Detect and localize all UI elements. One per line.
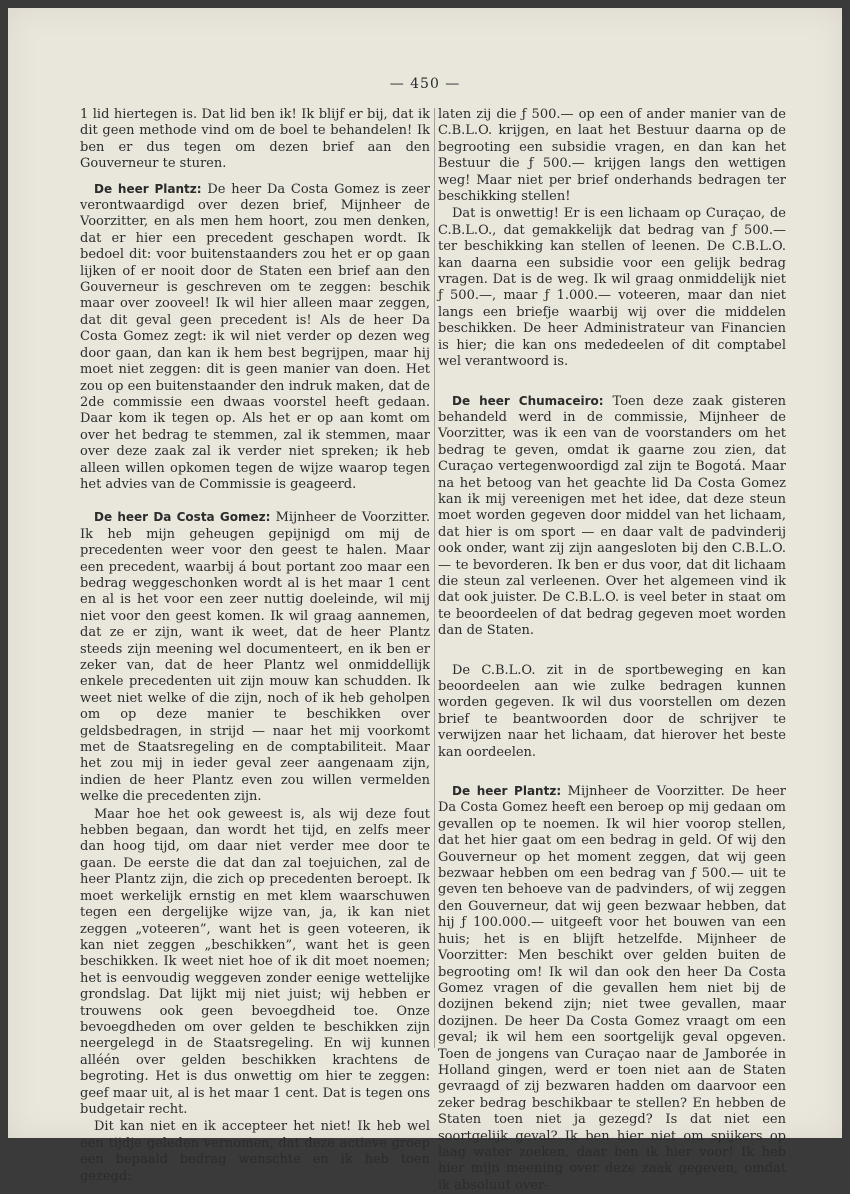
paragraph (438, 393, 786, 640)
paragraph-text: Dit kan niet en ik accepteer het niet! Ik heb wel een tijdje geleden vernomen, dat deze actieve groep een bepaald bedrag wenschte en ik heb toen gezegd: (80, 1119, 430, 1184)
paragraph-text: Toen deze zaak gisteren behandeld werd in de commissie, Mijnheer de Voorzitter, was ik een van de voorstanders om het bedrag te geven, omdat ik gaarne zou zien, dat Curaçao vertegenwoordigd zal zijn te Bogotá. Maar na het betoog van het geachte lid Da Costa Gomez kan ik mij vereenigen met het idee, dat deze steun moet worden gegeven door middel van het lichaam, dat hier is om sport — en daar valt de padvinderij ook onder, want zij zijn aangesloten bij den C.B.L.O. — te bevorderen. Ik ben er dus voor, dat dit lichaam die steun zal verleenen. Over het algemeen vind ik dat ook juister. De C.B.L.O. is veel beter in staat om te beoordeelen of dat bedrag gegeven moet worden dan de Staten. (438, 393, 787, 639)
paragraph (438, 205, 786, 370)
paragraph (80, 509, 430, 805)
paragraph-text: Maar hoe het ook geweest is, als wij deze fout hebben begaan, dan wordt het tijd, en zelfs meer dan hoog tijd, om daar niet verder mee door te gaan. De eerste die dat dan zal toejuichen, zal de heer Plantz zijn, die zich op precedenten beroept. Ik moet werkelijk ernstig en met klem waarschuwen tegen een dergelijke wijze van, ja, ik kan niet zeggen „voteeren”, want het is geen voteeren, ik kan niet zeggen „beschikken”, want het is geen beschikken. Ik weet niet hoe of ik dit moet noemen; het is eenvoudig weggeven zonder eenige wettelijke grondslag. Dat lijkt mij niet juist; wij hebben er trouwens ook geen bevoegdheid toe. Onze bevoegdheden om over gelden te beschikken zijn neergelegd in de Staatsregeling. En wij kunnen alléén over gelden beschikken krachtens de begroting. Het is dus onwettig om hier te zeggen: geef maar uit, al is het maar 1 cent. Dat is tegen ons budgetair recht. (80, 806, 430, 1117)
paragraph (80, 1118, 430, 1185)
paragraph (438, 662, 786, 761)
paragraph-text: 1 lid hiertegen is. Dat lid ben ik! Ik blijf er bij, dat ik dit geen methode vind om de boel te behandelen! Ik ben er dus tegen om dezen brief aan den Gouverneur te sturen. (80, 107, 430, 172)
paragraph (438, 106, 786, 205)
paragraph-text: Mijnheer de Voorzitter. Ik heb mijn geheugen gepijnigd om mij de precedenten weer voor den geest te halen. Maar een precedent, waarbij á bout portant zoo maar een bedrag weggeschonken wordt al is het maar 1 cent en al is het voor een zeer nuttig doeleinde, wil mij niet voor den geest komen. Ik wil graag aannemen, dat ze er zijn, want ik weet, dat de heer Plantz steeds zijn meening wel documenteert, en ik ben er zeker van, dat de heer Plantz wel onmiddellijk enkele precedenten uit zijn mouw kan schudden. Ik weet niet welke of die zijn, noch of ik heb geholpen om op deze manier te beschikken over geldsbedragen, in strijd — naar het mij voorkomt met de Staatsregeling en de comptabiliteit. Maar het zou mij in ieder geval zeer aangenaam zijn, indien de heer Plantz even zou willen vermelden welke die precedenten zijn. (80, 510, 431, 805)
paragraph-text: laten zij die ƒ 500.— op een of ander manier van de C.B.L.O. krijgen, en laat het Bestuur daarna op de begrooting een subsidie vragen, en dan kan het Bestuur die ƒ 500.— krijgen langs den wettigen weg! Maar niet per brief onderhands bedragen ter beschikking stellen! (438, 107, 786, 205)
page-number: — 450 — (389, 76, 461, 92)
paragraph-text: De C.B.L.O. zit in de sportbeweging en kan beoordeelen aan wie zulke bedragen kunnen worden gegeven. Ik wil dus voorstellen om dezen brief te beantwoorden door de schrijver te verwijzen naar het lichaam, dat hierover het beste kan oordeelen. (438, 662, 786, 760)
paragraph (80, 806, 430, 1119)
left-column (80, 106, 430, 1185)
paragraph (80, 106, 430, 173)
paragraph-text: De heer Da Costa Gomez is zeer verontwaardigd over dezen brief, Mijnheer de Voorzitter, en als men hem hoort, zou men denken, dat er hier een precedent geschapen wordt. Ik bedoel dit: voor buitenstaanders zou het er op gaan lijken of er nooit door de Staten een brief aan den Gouverneur is geschreven om te zeggen: beschik maar over zooveel! Ik wil hier alleen maar zeggen, dat dit geval geen precedent is! Als de heer Da Costa Gomez zegt: ik wil niet verder op dezen weg door gaan, dan kan ik hem best begrijpen, maar hij moet niet zeggen: dit is geen manier van doen. Het zou op een buitenstaander den indruk maken, dat de 2de commissie een dwaas voorstel heeft gedaan. Daar kom ik tegen op. Als het er op aan komt om over het bedrag te stemmen, zal ik stemmen, maar over deze zaak zal ik verder niet spreken; ik heb alleen willen opkomen tegen de wijze waarop tegen het advies van de Commissie is geageerd. (80, 181, 430, 492)
speaker-name: De heer Da Costa Gomez: (94, 510, 271, 525)
paragraph (80, 181, 430, 494)
speaker-name: De heer Chumaceiro: (452, 393, 604, 408)
document-page (8, 8, 842, 1193)
paragraph (438, 783, 786, 1194)
speaker-name: De heer Plantz: (94, 181, 202, 196)
paragraph-text: Mijnheer de Voorzitter. De heer Da Costa Gomez heeft een beroep op mij gedaan om gevallen op te noemen. Ik wil hier voorop stellen, dat het hier gaat om een bedrag in geld. Of wij den Gouverneur op het moment zeggen, dat wij geen bezwaar hebben om een bedrag van ƒ 500.— uit te geven ten behoeve van de padvinders, of wij zeggen den Gouverneur, dat wij geen bezwaar hebben, dat hij ƒ 100.000.— uitgeeft voor het bouwen van een huis; het is en blijft hetzelfde. Mijnheer de Voorzitter: Men beschikt over gelden buiten de begrooting om! Ik wil dan ook den heer Da Costa Gomez vragen of die gevallen hem niet bij de dozijnen bekend zijn; niet twee gevallen, maar dozijnen. De heer Da Costa Gomez vraagt om een geval; ik wil hem een soortgelijk geval opgeven. Toen de jongens van Curaçao naar de Jamborée in Holland gingen, werd er toen niet aan de Staten gevraagd of zij bezwaren hadden om daarvoor een zeker bedrag beschikbaar te stellen? En hebben de Staten toen niet ja gezegd? Is dat niet een soortgelijk geval? Ik ben hier niet om spijkers op laag water zoeken, daar ben ik hier voor! Ik heb hier mijn meening over deze zaak gegeven, omdat ik absoluut over- (438, 784, 786, 1193)
right-column (438, 106, 786, 1194)
speaker-name: De heer Plantz: (452, 784, 562, 799)
column-divider (434, 108, 435, 1048)
paragraph-text: Dat is onwettig! Er is een lichaam op Curaçao, de C.B.L.O., dat gemakkelijk dat bedrag van ƒ 500.— ter beschikking kan stellen of leenen. De C.B.L.O. kan daarna een subsidie voor een gelijk bedrag vragen. Dat is de weg. Ik wil graag onmiddelijk niet ƒ 500.—, maar ƒ 1.000.— voteeren, maar dan niet langs een briefje waarbij wij over die middelen beschikken. De heer Administrateur van Financien is hier; die kan ons mededeelen of dit comptabel wel verantwoord is. (438, 206, 786, 370)
